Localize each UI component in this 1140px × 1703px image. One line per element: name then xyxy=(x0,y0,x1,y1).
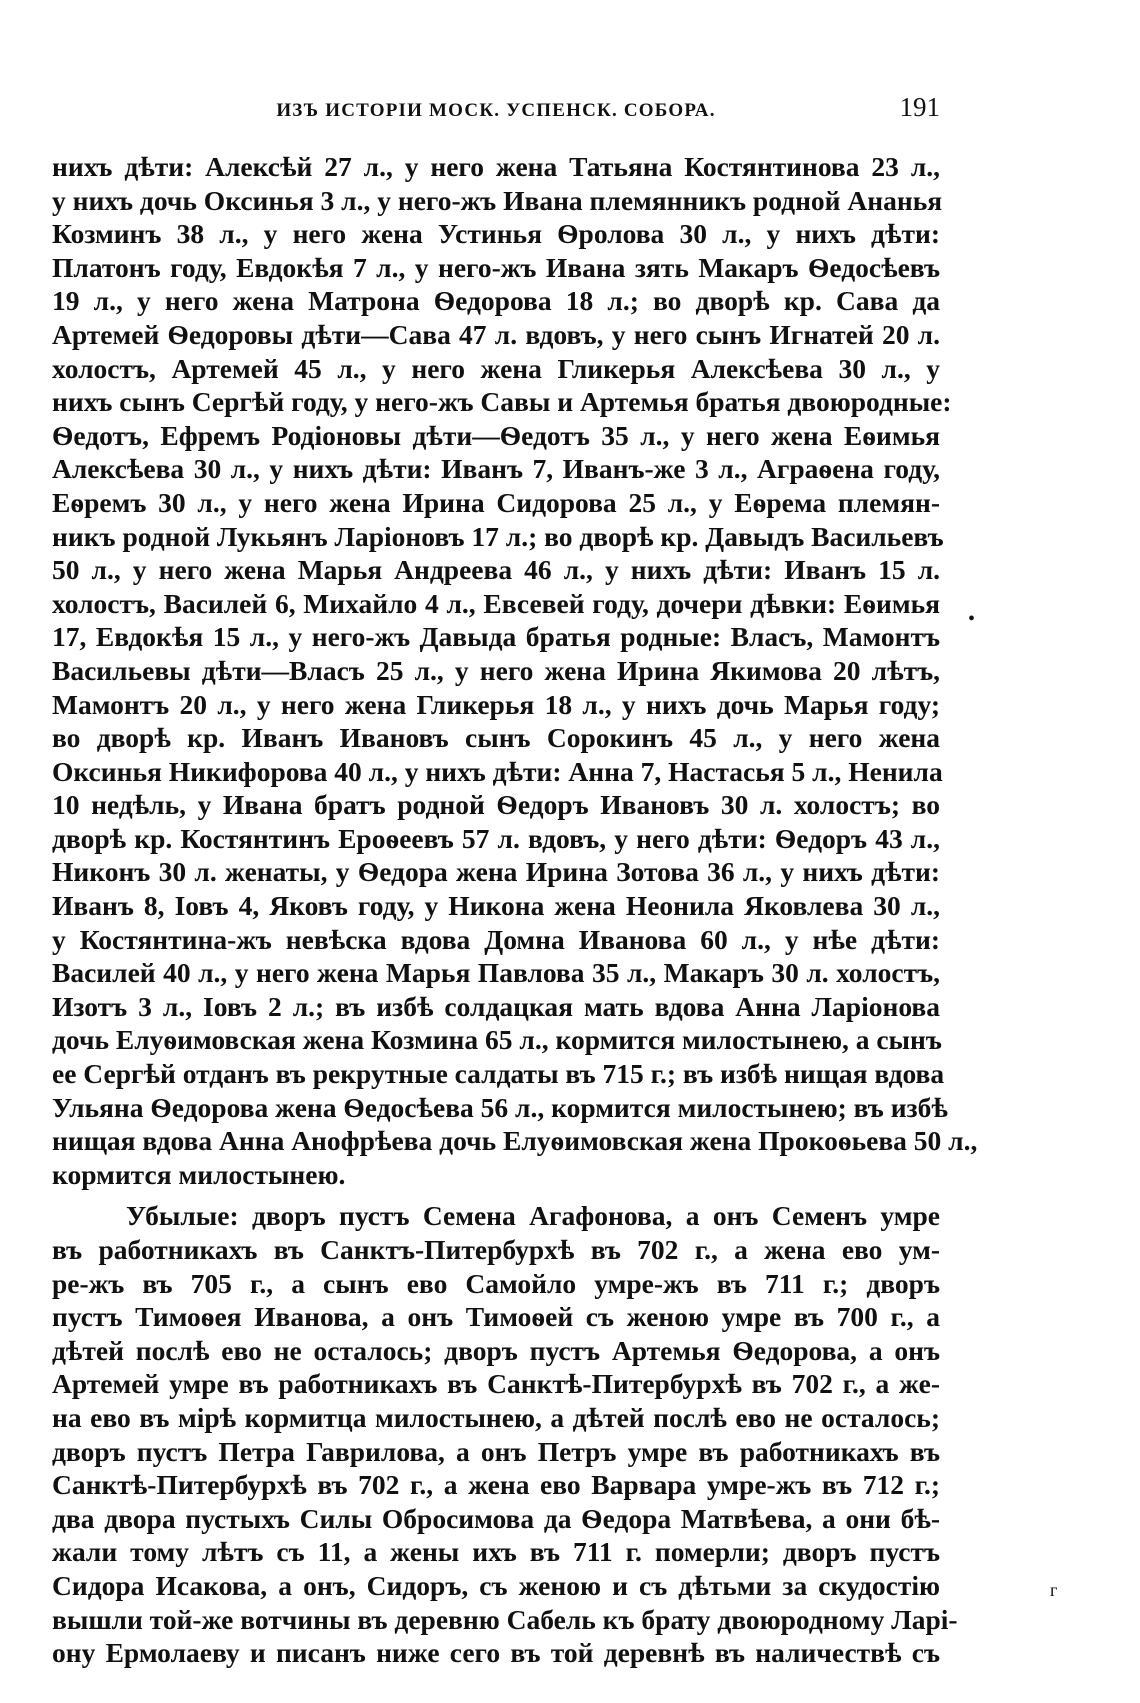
text-line: дворъ пустъ Петра Гаврилова, а онъ Петръ умре въ работникахъ въ xyxy=(52,1435,940,1467)
text-line: 17, Евдокѣя 15 л., у него-жъ Давыда братья родные: Власъ, Мамонтъ xyxy=(52,621,940,653)
text-line: вышли той-же вотчины въ деревню Сабель къ брату двоюродному Ларі- xyxy=(52,1603,958,1635)
text-line: Мамонтъ 20 л., у него жена Гликерья 18 л., у нихъ дочь Марья году; xyxy=(52,688,940,720)
text-line: у Костянтина-жъ невѣска вдова Домна Иванова 60 л., у нѣе дѣти: xyxy=(52,923,940,955)
text-line: холостъ, Артемей 45 л., у него жена Гликерья Алексѣева 30 л., у xyxy=(52,352,940,384)
text-line: Санктѣ-Питербурхѣ въ 702 г., а жена ево Варвара умре-жъ въ 712 г.; xyxy=(52,1469,940,1501)
text-line: Изотъ 3 л., Іовъ 2 л.; въ избѣ солдацкая мать вдова Анна Ларіонова xyxy=(52,990,940,1022)
paragraph-2 xyxy=(52,1199,958,1669)
text-line: никъ родной Лукьянъ Ларіоновъ 17 л.; во дворѣ кр. Давыдъ Васильевъ xyxy=(52,520,944,552)
text-line: дѣтей послѣ ево не осталось; дворъ пустъ Артемья Ѳедорова, а онъ xyxy=(52,1334,940,1366)
text-line: пустъ Тимоѳея Иванова, а онъ Тимоѳей съ женою умре въ 700 г., а xyxy=(52,1301,940,1333)
text-line: Иванъ 8, Іовъ 4, Яковъ году, у Никона жена Неонила Яковлева 30 л., xyxy=(52,890,940,922)
paragraph-1 xyxy=(52,150,978,1191)
text-line: нихъ дѣти: Алексѣй 27 л., у него жена Татьяна Костянтинова 23 л., xyxy=(52,151,940,182)
page-body xyxy=(52,150,978,1670)
text-line: Козминъ 38 л., у него жена Устинья Ѳролова 30 л., у нихъ дѣти: xyxy=(52,218,940,250)
paragraph-gap xyxy=(52,1191,940,1199)
text-line: на ево въ мірѣ кормитца милостынею, а дѣтей послѣ ево не осталось; xyxy=(52,1401,940,1433)
running-title: ИЗЪ ИСТОРІИ МОСК. УСПЕНСК. СОБОРА. xyxy=(276,100,716,121)
text-line: Артемей умре въ работникахъ въ Санктѣ-Питербурхѣ въ 702 г., а же- xyxy=(52,1368,940,1400)
text-line: ону Ермолаеву и писанъ ниже сего въ той деревнѣ въ наличествѣ съ xyxy=(52,1637,940,1669)
text-line: нихъ сынъ Сергѣй году, у него-жъ Савы и Артемья братья двоюродные: xyxy=(52,386,952,418)
page-number: 191 xyxy=(899,92,940,122)
text-line: во дворѣ кр. Иванъ Ивановъ сынъ Сорокинъ 45 л., у него жена xyxy=(52,722,940,754)
margin-mark: г xyxy=(1050,1580,1058,1600)
text-line: Василей 40 л., у него жена Марья Павлова 35 л., Макаръ 30 л. холостъ, xyxy=(52,957,940,989)
text-line: Сидора Исакова, а онъ, Сидоръ, съ женою и съ дѣтьми за скудостію xyxy=(52,1569,940,1601)
text-line: жали тому лѣтъ съ 11, а жены ихъ въ 711 г. померли; дворъ пустъ xyxy=(52,1536,940,1568)
text-line: 19 л., у него жена Матрона Ѳедорова 18 л.; во дворѣ кр. Сава да xyxy=(52,285,940,317)
text-line: Ульяна Ѳедорова жена Ѳедосѣева 56 л., кормится милостынею; въ избѣ xyxy=(52,1091,948,1123)
page-header xyxy=(52,92,940,132)
text-line: 10 недѣль, у Ивана братъ родной Ѳедоръ Ивановъ 30 л. холостъ; во xyxy=(52,789,940,821)
text-line: дочь Елуѳимовская жена Козмина 65 л., кормится милостынею, а сынъ xyxy=(52,1024,942,1056)
text-line: Алексѣева 30 л., у нихъ дѣти: Иванъ 7, Иванъ-же 3 л., Аграѳена году, xyxy=(52,453,940,485)
text-line: Еѳремъ 30 л., у него жена Ирина Сидорова 25 л., у Еѳрема племян- xyxy=(52,486,940,518)
text-line: ее Сергѣй отданъ въ рекрутные салдаты въ 715 г.; въ избѣ нищая вдова xyxy=(52,1058,945,1090)
text-line: Артемей Ѳедоровы дѣти—Сава 47 л. вдовъ, у него сынъ Игнатей 20 л. xyxy=(52,318,940,350)
text-line: холостъ, Василей 6, Михайло 4 л., Евсевей году, дочери дѣвки: Еѳимья xyxy=(52,587,940,619)
text-line: нищая вдова Анна Анофрѣева дочь Елуѳимовская жена Прокоѳьева 50 л., xyxy=(52,1125,978,1157)
text-line: дворѣ кр. Костянтинъ Ероѳеевъ 57 л. вдовъ, у него дѣти: Ѳедоръ 43 л., xyxy=(52,822,940,854)
text-line: Ѳедотъ, Ефремъ Родіоновы дѣти—Ѳедотъ 35 л., у него жена Еѳимья xyxy=(52,419,940,451)
text-line: Никонъ 30 л. женаты, у Ѳедора жена Ирина Зотова 36 л., у нихъ дѣти: xyxy=(52,856,940,888)
text-line: 50 л., у него жена Марья Андреева 46 л., у нихъ дѣти: Иванъ 15 л. xyxy=(52,554,940,586)
text-line: Платонъ году, Евдокѣя 7 л., у него-жъ Ивана зять Макаръ Ѳедосѣевъ xyxy=(52,251,940,283)
text-line: кормится милостынею. xyxy=(52,1158,346,1190)
text-line: въ работникахъ въ Санктъ-Питербурхѣ въ 702 г., а жена ево ум- xyxy=(52,1234,940,1265)
text-line: Оксинья Никифорова 40 л., у нихъ дѣти: Анна 7, Настасья 5 л., Ненила xyxy=(52,755,943,787)
text-line: два двора пустыхъ Силы Обросимова да Ѳедора Матвѣева, а они бѣ- xyxy=(52,1502,940,1534)
margin-dot: • xyxy=(968,608,976,630)
text-line: ре-жъ въ 705 г., а сынъ ево Самойло умре-жъ въ 711 г.; дворъ xyxy=(52,1267,940,1299)
text-line: Васильевы дѣти—Власъ 25 л., у него жена Ирина Якимова 20 лѣтъ, xyxy=(52,654,940,686)
text-line: Убылые: дворъ пустъ Семена Агафонова, а онъ Семенъ умре xyxy=(126,1200,940,1232)
text-line: у нихъ дочь Оксинья 3 л., у него-жъ Ивана племянникъ родной Ананья xyxy=(52,184,943,216)
